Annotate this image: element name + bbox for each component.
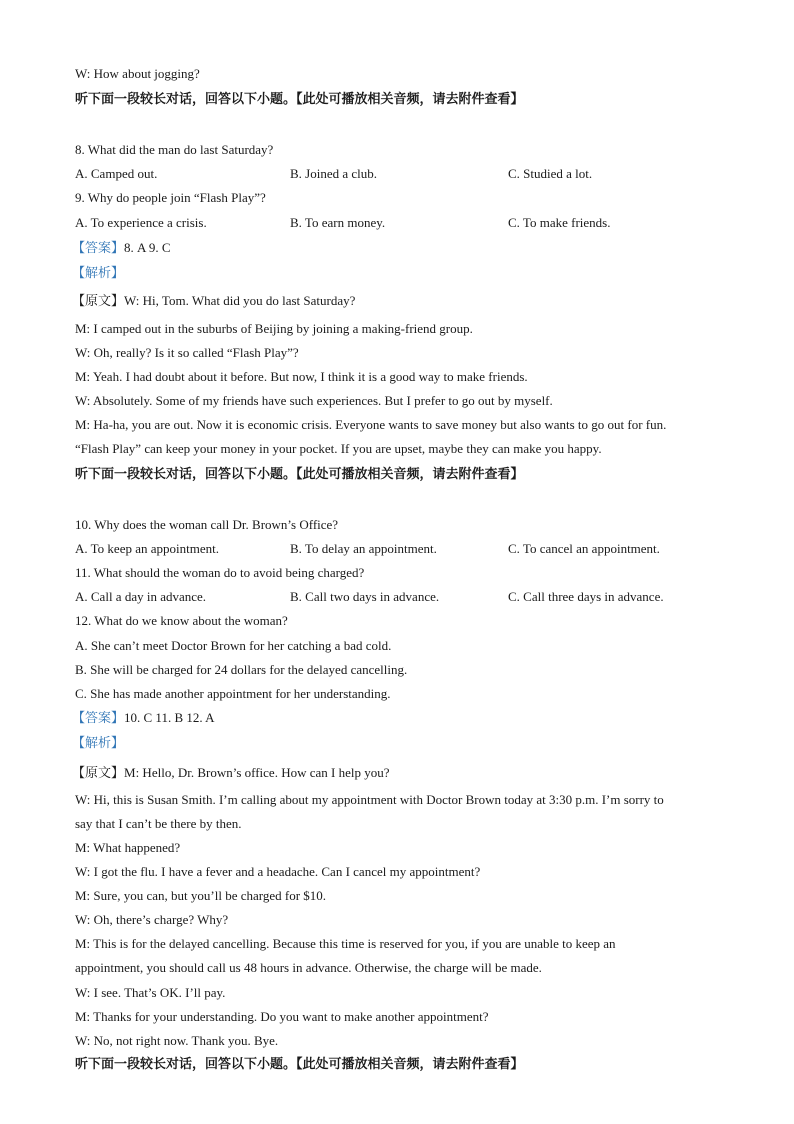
option-8a: A. Camped out. <box>75 166 158 181</box>
option-8c: C. Studied a lot. <box>508 166 593 181</box>
transcript-line: say that I can’t be there by then. <box>75 816 242 831</box>
transcript-line: W: Absolutely. Some of my friends have such experiences. But I prefer to go out by myself. <box>75 393 553 408</box>
answer-value: 8. A 9. C <box>124 240 171 255</box>
option-10b: B. To delay an appointment. <box>290 541 437 556</box>
transcript-line: M: This is for the delayed cancelling. Because this time is reserved for you, if you are unable to keep an <box>75 936 616 951</box>
transcript-line: W: Oh, really? Is it so called “Flash Play”? <box>75 345 299 360</box>
transcript-line: M: Ha-ha, you are out. Now it is economic crisis. Everyone wants to save money but also wants to go out for fun. <box>75 417 667 432</box>
transcript-line: W: I got the flu. I have a fever and a headache. Can I cancel my appointment? <box>75 864 481 879</box>
option-8b: B. Joined a club. <box>290 166 378 181</box>
option-12a: A. She can’t meet Doctor Brown for her catching a bad cold. <box>75 638 392 653</box>
option-9b: B. To earn money. <box>290 215 386 230</box>
option-10c: C. To cancel an appointment. <box>508 541 660 556</box>
answer-value: 10. C 11. B 12. A <box>124 710 215 725</box>
original-tag: 【原文】 <box>72 766 125 781</box>
transcript-line: W: No, not right now. Thank you. Bye. <box>75 1033 279 1048</box>
option-12b: B. She will be charged for 24 dollars for the delayed cancelling. <box>75 662 408 677</box>
option-11b: B. Call two days in advance. <box>290 589 440 604</box>
transcript-line: appointment, you should call us 48 hours in advance. Otherwise, the charge will be made. <box>75 960 542 975</box>
question-9: 9. Why do people join “Flash Play”? <box>75 190 266 205</box>
original-tag: 【原文】 <box>72 294 125 309</box>
answer-tag: 【答案】 <box>72 711 125 726</box>
transcript-line: M: I camped out in the suburbs of Beijing by joining a making-friend group. <box>75 321 473 336</box>
audio-prompt: 听下面一段较长对话，回答以下小题。【此处可播放相关音频，请去附件查看】 <box>75 1057 524 1072</box>
dialogue-line: W: How about jogging? <box>75 66 200 81</box>
answer-tag: 【答案】 <box>72 241 125 256</box>
transcript-line: M: Sure, you can, but you’ll be charged for $10. <box>75 888 327 903</box>
transcript-line: W: Oh, there’s charge? Why? <box>75 912 229 927</box>
question-12: 12. What do we know about the woman? <box>75 613 288 628</box>
answer-line <box>72 240 171 257</box>
audio-prompt: 听下面一段较长对话，回答以下小题。【此处可播放相关音频，请去附件查看】 <box>75 92 524 107</box>
option-11c: C. Call three days in advance. <box>508 589 664 604</box>
transcript-line: W: I see. That’s OK. I’ll pay. <box>75 985 226 1000</box>
option-9c: C. To make friends. <box>508 215 611 230</box>
transcript-line: 【原文】W: Hi, Tom. What did you do last Saturday? <box>72 293 356 309</box>
answer-line <box>72 710 215 727</box>
option-9a: A. To experience a crisis. <box>75 215 207 230</box>
transcript-line: 【原文】M: Hello, Dr. Brown’s office. How can I help you? <box>72 765 390 781</box>
question-11: 11. What should the woman do to avoid being charged? <box>75 565 365 580</box>
transcript-line: “Flash Play” can keep your money in your pocket. If you are upset, maybe they can make you happy. <box>75 441 602 456</box>
transcript-line: M: What happened? <box>75 840 181 855</box>
audio-prompt: 听下面一段较长对话，回答以下小题。【此处可播放相关音频，请去附件查看】 <box>75 467 524 482</box>
question-8: 8. What did the man do last Saturday? <box>75 142 274 157</box>
analysis-tag: 【解析】 <box>72 736 125 751</box>
analysis-tag: 【解析】 <box>72 266 125 281</box>
transcript-line: M: Thanks for your understanding. Do you want to make another appointment? <box>75 1009 489 1024</box>
option-10a: A. To keep an appointment. <box>75 541 219 556</box>
transcript-line: M: Yeah. I had doubt about it before. But now, I think it is a good way to make friends. <box>75 369 528 384</box>
option-12c: C. She has made another appointment for her understanding. <box>75 686 391 701</box>
option-11a: A. Call a day in advance. <box>75 589 207 604</box>
transcript-line: W: Hi, this is Susan Smith. I’m calling about my appointment with Doctor Brown today at 3:30 p.m. I’m sorry to <box>75 792 664 807</box>
question-10: 10. Why does the woman call Dr. Brown’s Office? <box>75 517 339 532</box>
